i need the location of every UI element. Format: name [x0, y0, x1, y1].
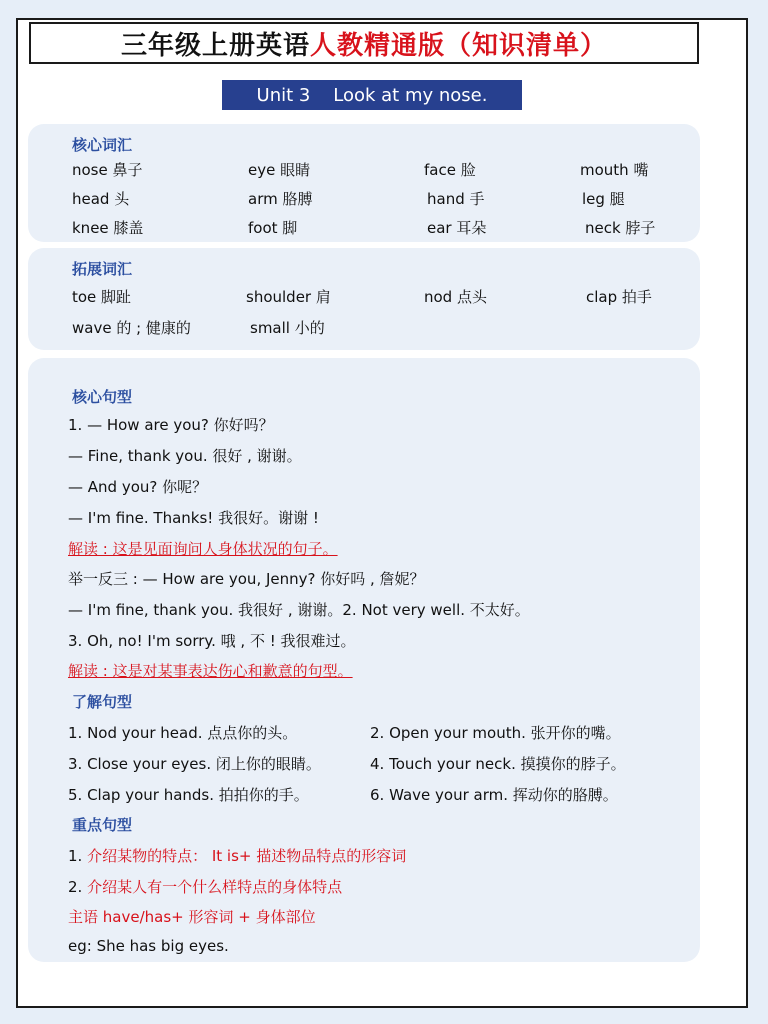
- sentence-line: 3. Close your eyes. 闭上你的眼睛。: [68, 755, 321, 773]
- vocab-item: foot 脚: [248, 219, 298, 237]
- core-vocab-panel: [28, 124, 700, 242]
- sentence-line: 举一反三 : — How are you, Jenny? 你好吗 , 詹妮？: [68, 570, 425, 588]
- sentence-line: — I'm fine. Thanks! 我很好。谢谢 !: [68, 509, 319, 527]
- vocab-item: eye 眼睛: [248, 161, 311, 179]
- sentence-line: 3. Oh, no! I'm sorry. 哦 , 不 ! 我很难过。: [68, 632, 356, 650]
- core-sentences-heading: 核心句型: [72, 388, 133, 406]
- vocab-item: neck 脖子: [585, 219, 656, 237]
- unit-banner: Unit 3 Look at my nose.: [222, 80, 522, 110]
- sentence-line: 2. Open your mouth. 张开你的嘴。: [370, 724, 621, 742]
- sentence-line: 5. Clap your hands. 拍拍你的手。: [68, 786, 309, 804]
- note-line: 解读 : 这是见面询问人身体状况的句子。: [68, 540, 338, 558]
- ext-vocab-heading: 拓展词汇: [72, 260, 133, 278]
- know-sentences-heading: 了解句型: [72, 693, 133, 711]
- vocab-item: nose 鼻子: [72, 161, 143, 179]
- sentence-line: 4. Touch your neck. 摸摸你的脖子。: [370, 755, 626, 773]
- vocab-item: mouth 嘴: [580, 161, 649, 179]
- vocab-item: face 脸: [424, 161, 476, 179]
- vocab-item: toe 脚趾: [72, 288, 132, 306]
- vocab-item: small 小的: [250, 319, 325, 337]
- key-line-text: 介绍某物的特点： It is+ 描述物品特点的形容词: [87, 847, 407, 865]
- sentence-line: — Fine, thank you. 很好 , 谢谢。: [68, 447, 302, 465]
- ext-vocab-panel: [28, 248, 700, 350]
- key-line-text: 介绍某人有一个什么样特点的身体特点: [87, 878, 343, 896]
- note-line: 解读 : 这是对某事表达伤心和歉意的句型。: [68, 662, 353, 680]
- sentence-line: — I'm fine, thank you. 我很好 , 谢谢。2. Not very well. 不太好。: [68, 601, 530, 619]
- vocab-item: leg 腿: [582, 190, 625, 208]
- core-vocab-heading: 核心词汇: [72, 136, 133, 154]
- vocab-item: head 头: [72, 190, 130, 208]
- vocab-item: shoulder 肩: [246, 288, 331, 306]
- vocab-item: knee 膝盖: [72, 219, 144, 237]
- vocab-item: hand 手: [427, 190, 485, 208]
- sentence-line: 1. — How are you? 你好吗？: [68, 416, 274, 434]
- vocab-item: arm 胳膊: [248, 190, 313, 208]
- sentence-line: — And you? 你呢？: [68, 478, 208, 496]
- title-red: 人教精通版（知识清单）: [310, 30, 608, 61]
- vocab-item: ear 耳朵: [427, 219, 487, 237]
- key-sentences-heading: 重点句型: [72, 816, 133, 834]
- example-line: eg: She has big eyes.: [68, 937, 229, 955]
- key-line-num: 2.: [68, 878, 83, 896]
- key-line: 主语 have/has+ 形容词 + 身体部位: [68, 908, 316, 926]
- key-line: [68, 876, 342, 897]
- key-line: [68, 845, 406, 866]
- sentence-line: 1. Nod your head. 点点你的头。: [68, 724, 298, 742]
- page-title: [29, 22, 699, 64]
- sentence-line: 6. Wave your arm. 挥动你的胳膊。: [370, 786, 618, 804]
- title-black: 三年级上册英语: [120, 30, 310, 61]
- vocab-item: clap 拍手: [586, 288, 652, 306]
- vocab-item: wave 的 ; 健康的: [72, 319, 191, 337]
- sentences-panel: [28, 358, 700, 962]
- vocab-item: nod 点头: [424, 288, 487, 306]
- key-line-num: 1.: [68, 847, 83, 865]
